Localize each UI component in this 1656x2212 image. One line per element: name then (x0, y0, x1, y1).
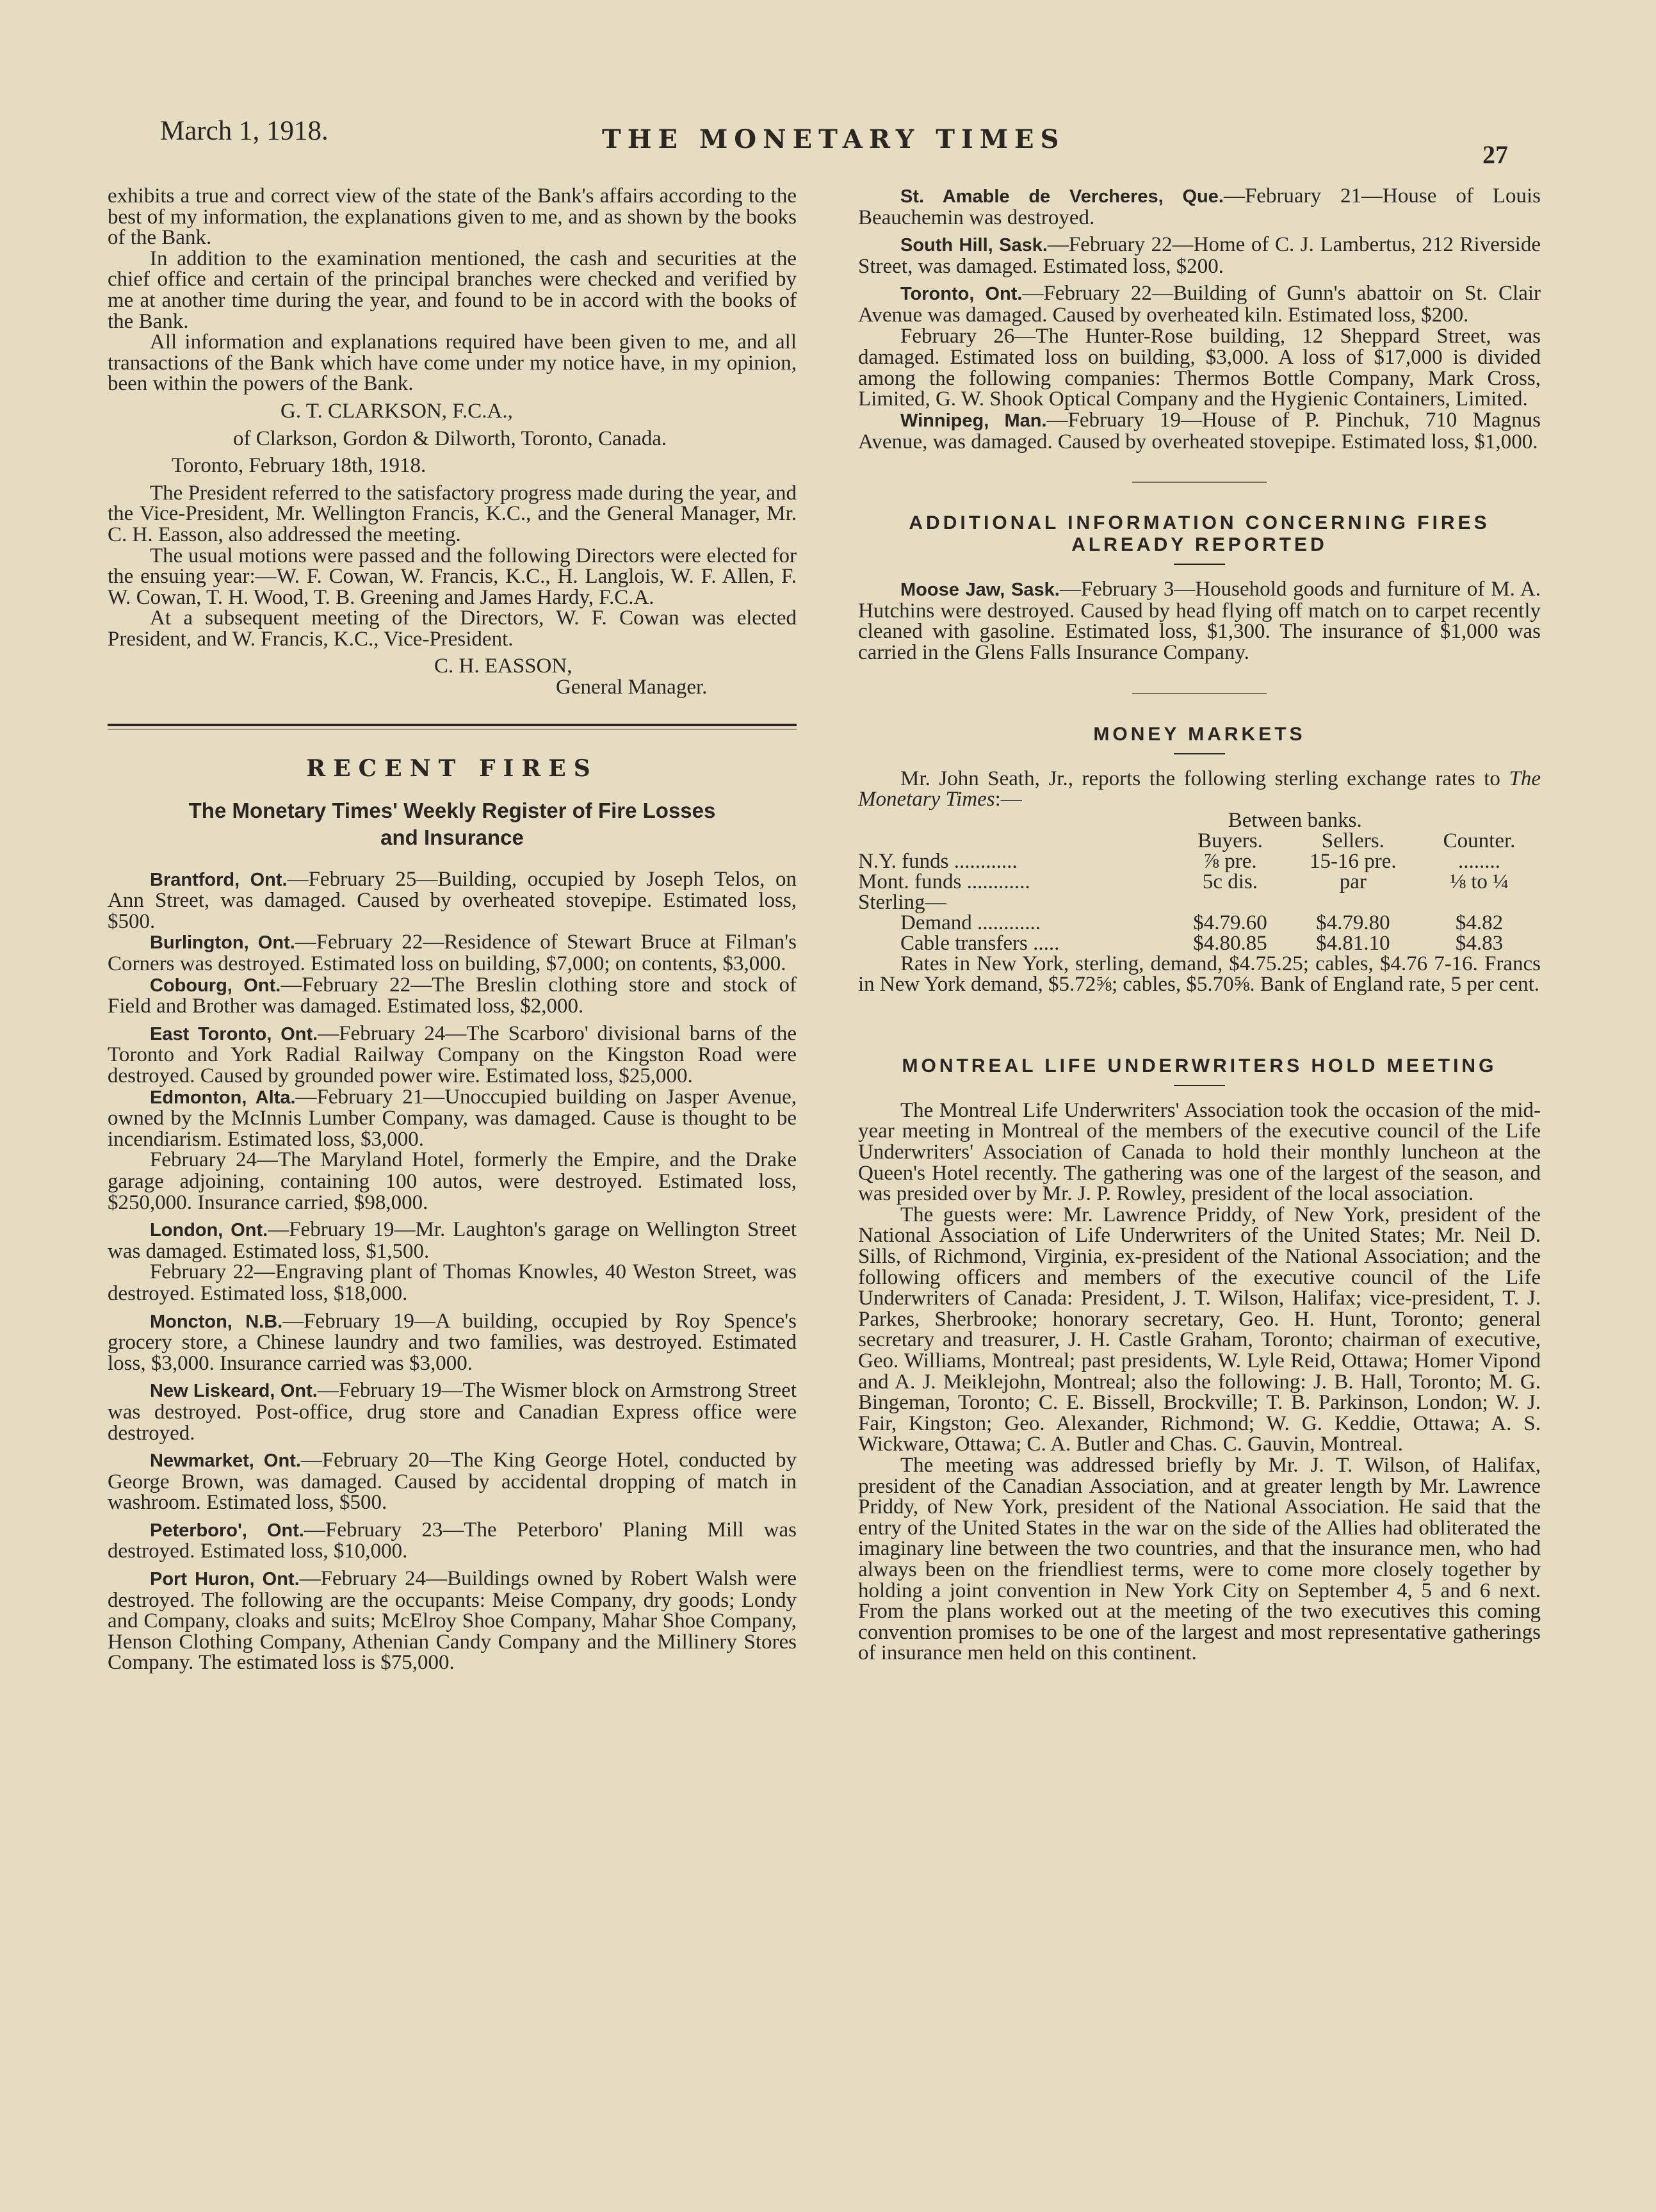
fire-report (108, 1450, 797, 1513)
fire-details: —February 20—The King George Hotel, conducted by George Brown, was damaged. Caused by accidental dropping of match in washroom. Estimated loss, $500. (108, 1449, 797, 1515)
fire-location: Brantford, Ont. (150, 869, 288, 890)
fire-details: —February 22—Residence of Stewart Bruce at Filman's Corners was destroyed. Estimated loss on building, $7,000; on contents, $3,000. (108, 931, 797, 976)
fire-details: —February 22—Building of Gunn's abattoir on St. Clair Avenue was damaged. Caused by overheated kiln. Estimated loss, $200. (858, 282, 1541, 327)
additional-info-heading (858, 512, 1541, 556)
table-row (858, 851, 1541, 872)
buyers-cell: $4.79.60 (1193, 911, 1267, 934)
fire-details: —February 23—The Peterboro' Planing Mill was destroyed. Estimated loss, $10,000. (108, 1518, 797, 1563)
fire-location: East Toronto, Ont. (150, 1023, 318, 1045)
fire-report (108, 1380, 797, 1443)
fire-report (108, 869, 797, 932)
auditor-report-paragraph: All information and explanations required have been given to me, and all transactions of the Bank which have come under my notice have, in my opinion, been within the powers of the Bank. (108, 330, 797, 396)
fire-details: —February 19—The Wismer block on Armstrong Street was destroyed. Post-office, drug store and Canadian Express office were destroyed. (108, 1379, 797, 1445)
publication-name: The Monetary Times (858, 767, 1541, 811)
left-column (108, 186, 797, 1673)
meeting-paragraph: The usual motions were passed and the following Directors were elected for the ensuing year:—W. F. Cowan, W. Francis, K.C., H. Langlois, W. F. Allen, F. W. Cowan, T. H. Wood, T. B. Greening and James Hardy, F.C.A. (108, 544, 797, 609)
fire-details: —February 22—Home of C. J. Lambertus, 212 Riverside Street, was damaged. Estimated loss, $200. (858, 233, 1541, 278)
fire-location: Burlington, Ont. (150, 932, 295, 954)
heading-line: ADDITIONAL INFORMATION CONCERNING FIRES (909, 512, 1490, 534)
fire-report (858, 186, 1541, 228)
rates-note: Rates in New York, sterling, demand, $4.75.25; cables, $4.76 7-16. Francs in New York demand, $5.72⅝; cables, $5.70⅝. Bank of England rate, 5 per cent. (858, 952, 1541, 996)
intro-text: :— (994, 788, 1022, 811)
manager-title: General Manager. (556, 676, 708, 699)
sellers-cell: 15-16 pre. (1310, 849, 1397, 873)
section-divider (1132, 693, 1267, 694)
heading-line: ALREADY REPORTED (1071, 534, 1327, 556)
manager-name: C. H. EASSON, (434, 655, 572, 678)
heading-rule (1174, 564, 1225, 565)
fire-details: —February 24—The Scarboro' divisional barns of the Toronto and York Radial Railway Company on the Kingston Road were destroyed. Caused by grounded power wire. Estimated loss, $25,000. (108, 1021, 797, 1087)
section-divider (1132, 482, 1267, 483)
fire-location: Edmonton, Alta. (150, 1087, 296, 1108)
money-markets-intro (858, 769, 1541, 810)
page-number: 27 (1482, 140, 1508, 169)
underwriters-paragraph: The guests were: Mr. Lawrence Priddy, of New York, president of the National Association of Life Underwriters of the United States; Mr. Neil D. Sills, of Richmond, Virginia, ex-president of the National Association; and the following officers and members of the executive council of the Life Underwriters of Canada: President, J. T. Wilson, Halifax; vice-president, T. J. Parkes, Sherbrooke; honorary secretary, Geo. H. Hunt, Toronto; general secretary and treasurer, J. H. Castle Graham, Toronto; chairman of executive, Geo. Williams, Montreal; past presidents, W. Lyle Reid, Ottawa; Homer Vipond and A. J. Meiklejohn, Montreal; also the following: J. B. Hall, Toronto; M. G. Bingeman, Toronto; C. E. Bissell, Brockville; T. B. Parkinson, London; W. J. Fair, Kingston; Geo. Alexander, Richmond; W. G. Keddie, Ottawa; A. S. Wickware, Ottawa; C. A. Butler and Chas. C. Gauvin, Montreal. (858, 1203, 1541, 1456)
fire-report (858, 410, 1541, 452)
leader-dots: ..... (1027, 931, 1060, 955)
fire-report (858, 579, 1541, 663)
buyers-cell: 5c dis. (1202, 870, 1258, 893)
underwriters-meeting-heading: MONTREAL LIFE UNDERWRITERS HOLD MEETING (902, 1055, 1497, 1077)
subheading-line: The Monetary Times' Weekly Register of Fire Losses (188, 798, 716, 822)
fire-location: Cobourg, Ont. (150, 975, 281, 996)
fire-report (108, 1150, 797, 1213)
fire-location: London, Ont. (150, 1220, 268, 1241)
sellers-cell: $4.81.10 (1316, 931, 1390, 955)
section-divider (108, 724, 797, 729)
fire-report (108, 1311, 797, 1374)
intro-text: Mr. John Seath, Jr., reports the following sterling exchange rates to (900, 767, 1509, 790)
auditor-report-paragraph: In addition to the examination mentioned, the cash and securities at the chief office and certain of the principal branches were checked and verified by me at another time during the year, and found to be in accord with the books of the Bank. (108, 247, 797, 333)
buyers-cell: ⅞ pre. (1203, 849, 1257, 873)
fire-report (108, 1568, 797, 1673)
recent-fires-heading: RECENT FIRES (306, 754, 598, 782)
auditor-date: Toronto, February 18th, 1918. (172, 454, 426, 478)
fire-location: Port Huron, Ont. (150, 1569, 300, 1590)
fire-details: —February 21—Unoccupied building on Jasper Avenue, owned by the McInnis Lumber Company, was damaged. Cause is thought to be incendiarism. Estimated loss, $3,000. (108, 1085, 797, 1151)
fire-details: —February 19—House of P. Pinchuk, 710 Magnus Avenue, was damaged. Caused by overheated stovepipe. Estimated loss, $1,000. (858, 408, 1541, 453)
counter-cell: ........ (1458, 849, 1501, 873)
rate-label: Cable transfers (900, 931, 1028, 955)
fire-details: —February 24—Buildings owned by Robert Walsh were destroyed. The following are the occupants: Meise Company, dry goods; Londy and Company, cloaks and suits; McElroy Shoe Company, Mahar Shoe Company, Henson Clothing Company, Athenian Candy Company and the Millinery Stores Company. The estimated loss is $75,000. (108, 1567, 797, 1675)
between-banks-label: Between banks. (1228, 808, 1362, 832)
rate-label: Mont. funds (858, 870, 962, 893)
fire-location: South Hill, Sask. (900, 235, 1048, 256)
fire-report (108, 932, 797, 974)
fire-details: —February 3—Household goods and furniture of M. A. Hutchins were destroyed. Caused by head flying off match on to carpet recently cleaned with gasoline. Estimated loss, $1,300. The insurance of $1,000 was carried in the Glens Falls Insurance Company. (858, 578, 1541, 664)
fires-register-subheading (108, 797, 797, 851)
money-markets-heading: MONEY MARKETS (1093, 723, 1306, 745)
table-header-row (858, 831, 1541, 851)
section-divider (1132, 1025, 1267, 1026)
fire-location: St. Amable de Vercheres, Que. (900, 186, 1224, 207)
fire-report (108, 1520, 797, 1562)
counter-cell: $4.82 (1455, 911, 1504, 934)
subheading-line: and Insurance (380, 825, 524, 849)
counter-cell: $4.83 (1455, 931, 1504, 955)
table-row (858, 872, 1541, 892)
exchange-rates-table (858, 810, 1541, 954)
fire-details: —February 19—Mr. Laughton's garage on Wellington Street was damaged. Estimated loss, $1,500. (108, 1218, 797, 1263)
table-row (858, 892, 1541, 913)
rate-label: N.Y. funds (858, 849, 949, 873)
meeting-paragraph: The President referred to the satisfactory progress made during the year, and the Vice-President, Mr. Wellington Francis, K.C., and the General Manager, Mr. C. H. Easson, also addressed the meeting. (108, 481, 797, 546)
leader-dots: ............ (971, 911, 1041, 934)
fire-details: —February 19—A building, occupied by Roy Spence's grocery store, a Chinese laundry and two families, was destroyed. Estimated loss, $3,000. Insurance carried was $3,000. (108, 1309, 797, 1375)
column-header: Buyers. (1197, 829, 1263, 852)
auditor-report-paragraph: exhibits a true and correct view of the state of the Bank's affairs according to the best of my information, the explanations given to me, and as shown by the books of the Bank. (108, 184, 797, 250)
heading-rule (1174, 753, 1225, 754)
fire-details: February 22—Engraving plant of Thomas Knowles, 40 Weston Street, was destroyed. Estimated loss, $18,000. (108, 1260, 797, 1305)
fire-details: February 26—The Hunter-Rose building, 12 Sheppard Street, was damaged. Estimated loss on building, $3,000. A loss of $17,000 is divided among the following companies: Thermos Bottle Company, Mark Cross, Limited, G. W. Shook Optical Company and the Hygienic Containers, Limited. (858, 324, 1541, 411)
fire-report (108, 1219, 797, 1262)
fire-location: Newmarket, Ont. (150, 1451, 301, 1472)
buyers-cell: $4.80.85 (1193, 931, 1267, 955)
fire-details: —February 25—Building, occupied by Joseph Telos, on Ann Street, was damaged. Caused by overheated stovepipe. Estimated loss, $500. (108, 867, 797, 933)
column-header: Counter. (1443, 829, 1516, 852)
fire-details: —February 22—The Breslin clothing store and stock of Field and Brother was damaged. Estimated loss, $2,000. (108, 973, 797, 1018)
auditor-name: G. T. CLARKSON, F.C.A., (280, 399, 513, 423)
fire-report (108, 1262, 797, 1304)
fire-report (108, 1087, 797, 1150)
column-header: Sellers. (1321, 829, 1384, 852)
publication-title: THE MONETARY TIMES (602, 124, 1066, 154)
fire-location: New Liskeard, Ont. (150, 1381, 318, 1402)
right-column (858, 186, 1541, 1664)
heading-rule (1174, 1085, 1225, 1086)
fire-report (858, 234, 1541, 277)
leader-dots: ............ (948, 849, 1018, 873)
issue-date: March 1, 1918. (160, 116, 329, 146)
table-header-row (858, 810, 1541, 831)
sellers-cell: par (1339, 870, 1367, 893)
meeting-paragraph: At a subsequent meeting of the Directors, W. F. Cowan was elected President, and W. Francis, K.C., Vice-President. (108, 606, 797, 651)
fire-details: —February 21—House of Louis Beauchemin was destroyed. (858, 184, 1541, 229)
fire-location: Toronto, Ont. (900, 284, 1023, 305)
fire-location: Moncton, N.B. (150, 1311, 283, 1332)
fire-location: Winnipeg, Man. (900, 410, 1047, 431)
rate-label: Sterling— (858, 890, 946, 914)
fire-location: Moose Jaw, Sask. (900, 580, 1060, 601)
fire-location: Peterboro', Ont. (150, 1520, 304, 1541)
fire-details: February 24—The Maryland Hotel, formerly the Empire, and the Drake garage adjoining, containing 100 autos, were destroyed. Estimated loss, $250,000. Insurance carried, $98,000. (108, 1148, 797, 1214)
underwriters-paragraph: The Montreal Life Underwriters' Association took the occasion of the mid-year meeting in Montreal of the members of the executive council of the Life Underwriters' Association of Canada to hold their monthly luncheon at the Queen's Hotel recently. The gathering was one of the largest of the season, and was presided over by Mr. J. P. Rowley, president of the local association. (858, 1098, 1541, 1206)
sellers-cell: $4.79.80 (1316, 911, 1390, 934)
table-row (858, 913, 1541, 933)
fire-report (858, 326, 1541, 410)
table-row (858, 933, 1541, 954)
counter-cell: ⅛ to ¼ (1450, 870, 1509, 893)
fire-report (858, 283, 1541, 325)
rate-label: Demand (900, 911, 972, 934)
fire-report (108, 975, 797, 1017)
fire-report (108, 1023, 797, 1087)
auditor-firm: of Clarkson, Gordon & Dilworth, Toronto, Canada. (233, 427, 667, 450)
page-header (0, 0, 1656, 192)
underwriters-paragraph: The meeting was addressed briefly by Mr. J. T. Wilson, of Halifax, president of the Canadian Association, and at greater length by Mr. Lawrence Priddy, of New York, president of the National Association. He said that the entry of the United States in the war on the side of the Allies had obliterated the imaginary line between the two countries, and that the insurance men, who had always been on the friendliest terms, were to come more closely together by holding a joint convention in New York City on September 4, 5 and 6 next. From the plans worked out at the meeting of the two executives this coming convention promises to be one of the largest and most representative gatherings of insurance men held on this continent. (858, 1453, 1541, 1665)
leader-dots: ............ (961, 870, 1030, 893)
